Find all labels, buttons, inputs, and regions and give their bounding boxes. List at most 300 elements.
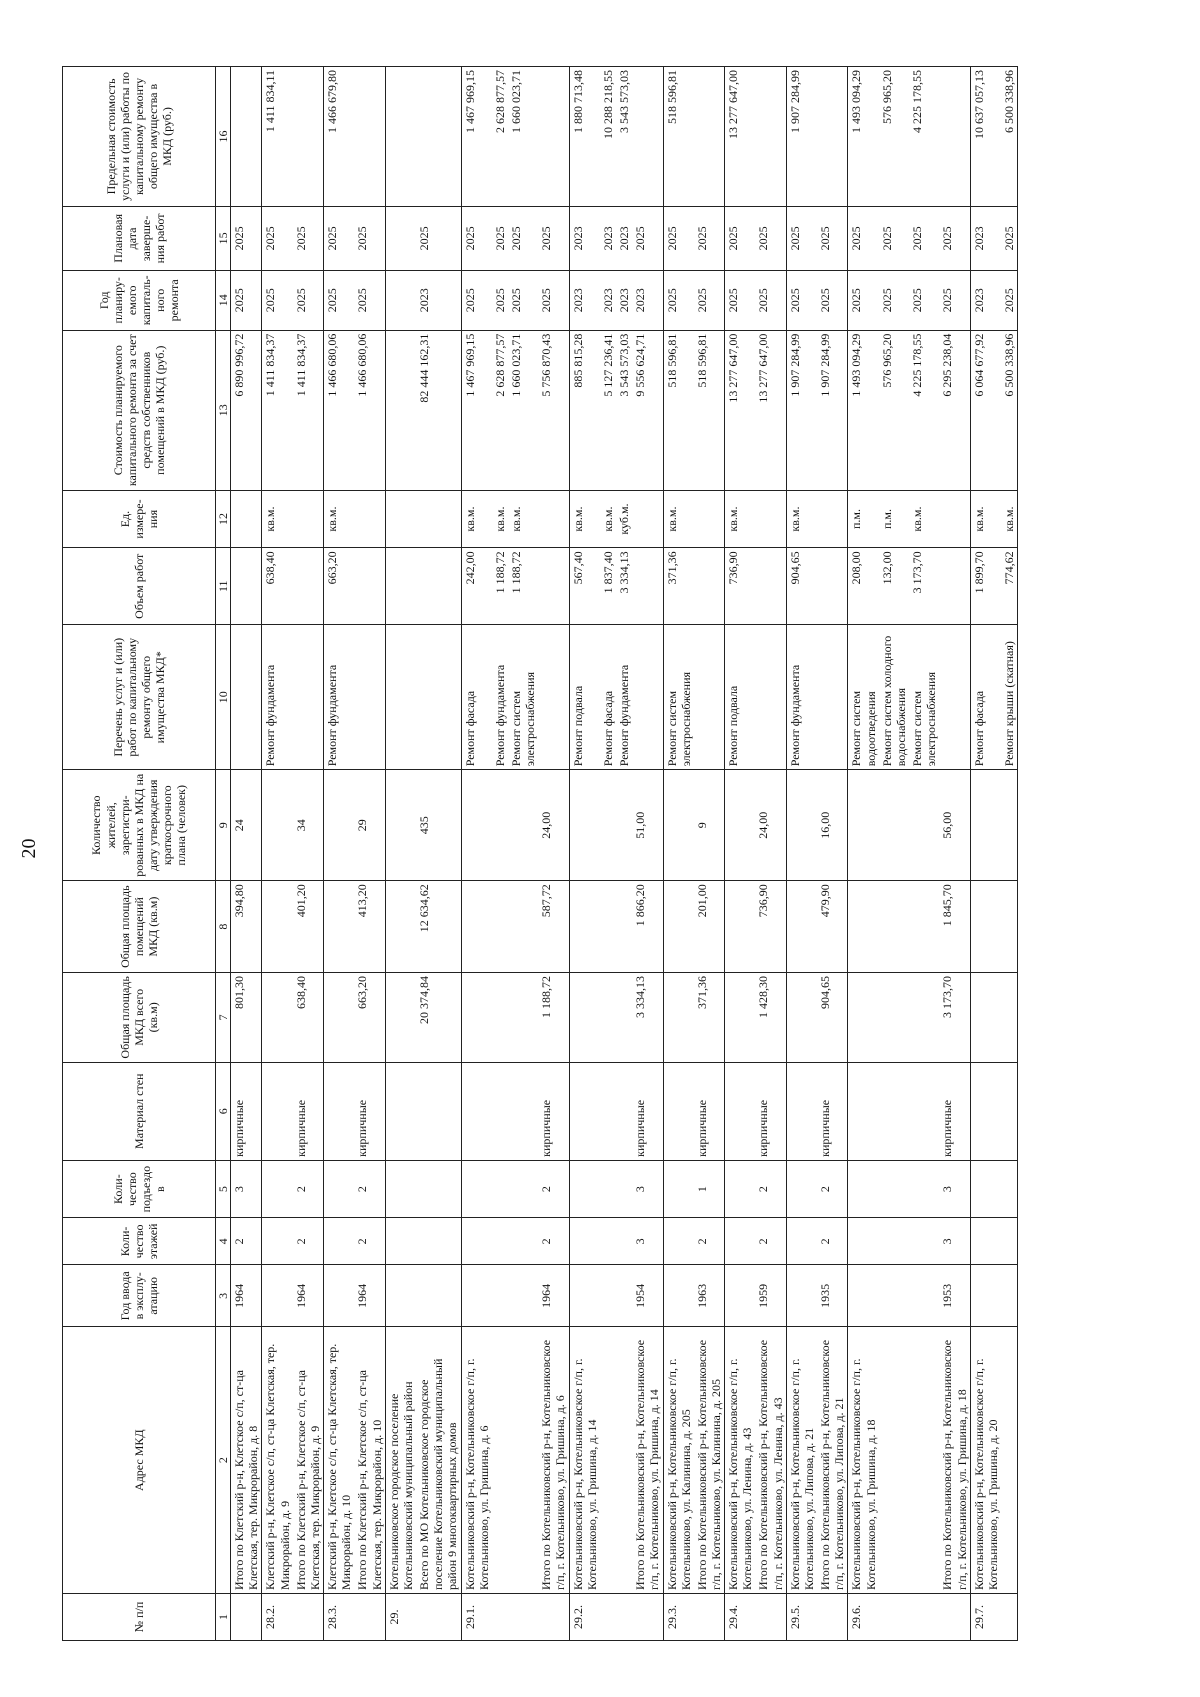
cell-unit [939,490,970,548]
cell-pp [632,1594,663,1641]
table-row [538,67,569,1641]
cell-volume: 774,62 [1001,548,1018,625]
cell-total-area [461,973,492,1063]
cell-floors [600,1218,616,1265]
cell-year [461,1265,492,1327]
cell-total-area [786,973,817,1063]
cell-repair-year: 2025 [262,270,293,330]
cell-unit [817,490,848,548]
cell-floors [616,1218,632,1265]
cell-completion-date [385,206,416,270]
cell-total-area: 1 188,72 [538,973,569,1063]
cell-repair-year: 2025 [939,270,970,330]
cell-entrances: 2 [538,1160,569,1218]
cell-residents [1001,770,1018,881]
cell-year: 1963 [694,1265,725,1327]
cell-cost: 5 756 870,43 [538,330,569,490]
cell-floors: 3 [939,1218,970,1265]
cell-works-list: Ремонт фасада [970,625,1001,770]
column-number: 3 [216,1265,231,1327]
cell-floors: 2 [231,1218,262,1265]
cell-floors [416,1218,461,1265]
cell-year: 1964 [293,1265,324,1327]
cell-year [262,1265,293,1327]
cell-completion-date: 2025 [293,206,324,270]
cell-address [1001,1327,1018,1594]
header-premises-area: Общая площадь помещений МКД (кв.м) [63,881,216,973]
cell-cost [385,330,416,490]
cell-total-area [600,973,616,1063]
cell-entrances [909,1160,939,1218]
cell-unit: кв.м. [262,490,293,548]
cell-wall-material: кирпичные [694,1062,725,1160]
capital-repair-table [62,66,1018,1641]
column-number: 13 [216,330,231,490]
table-row [970,67,1001,1641]
cell-pp: 29. [385,1594,416,1641]
table-row [694,67,725,1641]
cell-pp: 29.5. [786,1594,817,1641]
cell-year [324,1265,355,1327]
cell-max-cost: 1 411 834,11 [262,67,293,207]
cell-works-list: Ремонт систем электроснабжения [508,625,538,770]
cell-volume: 1 188,72 [508,548,538,625]
table-row [385,67,416,1641]
cell-entrances: 3 [939,1160,970,1218]
cell-floors [879,1218,909,1265]
cell-max-cost [354,67,385,207]
cell-entrances [416,1160,461,1218]
cell-repair-year: 2025 [293,270,324,330]
cell-premises-area: 394,80 [231,881,262,973]
cell-pp [231,1594,262,1641]
cell-entrances [725,1160,756,1218]
column-number: 10 [216,625,231,770]
cell-works-list [694,625,725,770]
header-pp: № п/п [63,1594,216,1641]
cell-repair-year: 2023 [600,270,616,330]
cell-entrances [492,1160,508,1218]
cell-repair-year: 2023 [416,270,461,330]
cell-premises-area: 413,20 [354,881,385,973]
cell-residents: 9 [694,770,725,881]
cell-year [416,1265,461,1327]
cell-entrances: 3 [632,1160,663,1218]
header-volume: Объем работ [63,548,216,625]
cell-wall-material [416,1062,461,1160]
cell-completion-date: 2025 [879,206,909,270]
cell-wall-material [909,1062,939,1160]
cell-works-list: Ремонт фундамента [262,625,293,770]
cell-works-list: Ремонт систем электроснабжения [663,625,694,770]
header-residents: Количество жителей, зарегистри-рованных в МКД на дату утверждения краткосрочного плана (человек) [63,770,216,881]
cell-max-cost [755,67,786,207]
cell-repair-year: 2025 [1001,270,1018,330]
column-number: 7 [216,973,231,1063]
cell-total-area: 3 334,13 [632,973,663,1063]
cell-floors: 2 [354,1218,385,1265]
table-row [354,67,385,1641]
cell-cost: 9 556 624,71 [632,330,663,490]
table-row [879,67,909,1641]
cell-address: Котельниковский р-н, Котельниковское г/п, г. Котельниково, ул. Гришина, д. 18 [848,1327,879,1594]
cell-address: Котельниковский р-н, Котельниковское г/п, г. Котельниково, ул. Липова, д. 21 [786,1327,817,1594]
cell-cost: 5 127 236,41 [600,330,616,490]
cell-address: Котельниковский р-н, Котельниковское г/п, г. Котельниково, ул. Гришина, д. 6 [461,1327,492,1594]
cell-entrances [508,1160,538,1218]
cell-completion-date: 2025 [725,206,756,270]
cell-works-list: Ремонт фасада [461,625,492,770]
cell-address: Итого по Котельниковский р-н, Котельниковское г/п, г. Котельниково, ул. Ленина, д. 43 [755,1327,786,1594]
cell-year: 1964 [354,1265,385,1327]
cell-residents: 56,00 [939,770,970,881]
cell-volume [939,548,970,625]
cell-max-cost: 10 288 218,55 [600,67,616,207]
cell-completion-date: 2025 [538,206,569,270]
cell-total-area [663,973,694,1063]
cell-repair-year: 2025 [354,270,385,330]
cell-volume: 567,40 [569,548,600,625]
cell-max-cost: 10 637 057,13 [970,67,1001,207]
cell-max-cost [231,67,262,207]
cell-floors [569,1218,600,1265]
cell-total-area [1001,973,1018,1063]
cell-volume [538,548,569,625]
table-row [293,67,324,1641]
cell-works-list [817,625,848,770]
table-row [416,67,461,1641]
cell-residents [461,770,492,881]
cell-wall-material: кирпичные [293,1062,324,1160]
cell-cost: 82 444 162,31 [416,330,461,490]
cell-unit [416,490,461,548]
column-number: 15 [216,206,231,270]
cell-max-cost: 3 543 573,03 [616,67,632,207]
cell-max-cost: 1 660 023,71 [508,67,538,207]
cell-cost: 4 225 178,55 [909,330,939,490]
cell-max-cost [632,67,663,207]
column-number: 6 [216,1062,231,1160]
cell-residents [879,770,909,881]
cell-pp: 28.2. [262,1594,293,1641]
cell-address: Итого по Клетский р-н, Клетское с/п, ст-ца Клетская, тер. Микрорайон, д. 9 [293,1327,324,1594]
header-max-cost: Предельная стоимость услуги и (или) работы по капитальному ремонту общего имущества в МКД (руб.) [63,67,216,207]
cell-entrances [786,1160,817,1218]
cell-repair-year: 2023 [569,270,600,330]
cell-premises-area [786,881,817,973]
cell-wall-material: кирпичные [632,1062,663,1160]
cell-address [879,1327,909,1594]
cell-year [879,1265,909,1327]
cell-volume: 1 188,72 [492,548,508,625]
cell-residents [909,770,939,881]
cell-max-cost: 1 466 679,80 [324,67,355,207]
cell-address: Котельниковский р-н, Котельниковское г/п, г. Котельниково, ул. Калинина, д. 205 [663,1327,694,1594]
column-number: 2 [216,1327,231,1594]
cell-premises-area [262,881,293,973]
cell-volume [755,548,786,625]
cell-wall-material [725,1062,756,1160]
cell-floors [970,1218,1001,1265]
cell-premises-area [492,881,508,973]
cell-max-cost [538,67,569,207]
cell-address: Котельниковский р-н, Котельниковское г/п, г. Котельниково, ул. Гришина, д. 20 [970,1327,1001,1594]
cell-volume: 3 173,70 [909,548,939,625]
cell-works-list: Ремонт систем водоотведения [848,625,879,770]
cell-address: Итого по Котельниковский р-н, Котельниковское г/п, г. Котельниково, ул. Липова, д. 21 [817,1327,848,1594]
cell-repair-year: 2025 [231,270,262,330]
cell-entrances [663,1160,694,1218]
column-number: 8 [216,881,231,973]
cell-volume: 132,00 [879,548,909,625]
cell-pp: 29.6. [848,1594,879,1641]
cell-address: Клетский р-н, Клетское с/п, ст-ца Клетская, тер. Микрорайон, д. 10 [324,1327,355,1594]
cell-total-area [879,973,909,1063]
cell-works-list [385,625,416,770]
cell-max-cost: 1 907 284,99 [786,67,817,207]
cell-repair-year: 2023 [632,270,663,330]
cell-year [508,1265,538,1327]
cell-volume [694,548,725,625]
cell-total-area: 904,65 [817,973,848,1063]
cell-cost: 1 907 284,99 [786,330,817,490]
cell-entrances: 2 [755,1160,786,1218]
cell-max-cost: 576 965,20 [879,67,909,207]
cell-max-cost [694,67,725,207]
cell-volume [293,548,324,625]
cell-address [616,1327,632,1594]
cell-cost: 576 965,20 [879,330,909,490]
cell-pp [600,1594,616,1641]
cell-residents: 24 [231,770,262,881]
cell-wall-material [879,1062,909,1160]
cell-total-area [616,973,632,1063]
column-number: 4 [216,1218,231,1265]
cell-max-cost: 518 596,81 [663,67,694,207]
cell-premises-area: 201,00 [694,881,725,973]
cell-premises-area [848,881,879,973]
cell-unit: кв.м. [461,490,492,548]
cell-max-cost [416,67,461,207]
cell-pp [416,1594,461,1641]
cell-year [663,1265,694,1327]
cell-entrances [848,1160,879,1218]
table-row [755,67,786,1641]
cell-premises-area [1001,881,1018,973]
column-number: 11 [216,548,231,625]
cell-volume: 663,20 [324,548,355,625]
cell-repair-year: 2025 [461,270,492,330]
cell-pp: 29.3. [663,1594,694,1641]
cell-pp [508,1594,538,1641]
cell-entrances [324,1160,355,1218]
cell-floors: 2 [538,1218,569,1265]
cell-repair-year: 2025 [538,270,569,330]
cell-max-cost: 1 493 094,29 [848,67,879,207]
cell-volume: 904,65 [786,548,817,625]
cell-completion-date: 2023 [970,206,1001,270]
header-year: Год ввода в эксплу-атацию [63,1265,216,1327]
table-row [492,67,508,1641]
table-row [909,67,939,1641]
cell-completion-date: 2023 [569,206,600,270]
cell-total-area: 20 374,84 [416,973,461,1063]
cell-total-area: 638,40 [293,973,324,1063]
cell-address: Итого по Клетский р-н, Клетское с/п, ст-ца Клетская, тер. Микрорайон, д. 8 [231,1327,262,1594]
cell-total-area [324,973,355,1063]
table-row [508,67,538,1641]
cell-pp [538,1594,569,1641]
cell-year: 1964 [231,1265,262,1327]
cell-max-cost: 6 500 338,96 [1001,67,1018,207]
cell-floors [508,1218,538,1265]
table-row [663,67,694,1641]
cell-max-cost: 1 880 713,48 [569,67,600,207]
cell-floors [385,1218,416,1265]
cell-year [786,1265,817,1327]
cell-pp [879,1594,909,1641]
cell-total-area [508,973,538,1063]
cell-works-list [755,625,786,770]
cell-residents [970,770,1001,881]
cell-entrances: 3 [231,1160,262,1218]
cell-entrances [569,1160,600,1218]
cell-repair-year: 2025 [755,270,786,330]
cell-completion-date: 2025 [694,206,725,270]
cell-wall-material [600,1062,616,1160]
cell-address: Котельниковский р-н, Котельниковское г/п, г. Котельниково, ул. Ленина, д. 43 [725,1327,756,1594]
cell-total-area [385,973,416,1063]
table-row [725,67,756,1641]
cell-cost: 1 493 094,29 [848,330,879,490]
cell-pp [354,1594,385,1641]
cell-wall-material [385,1062,416,1160]
cell-premises-area: 736,90 [755,881,786,973]
cell-pp: 29.7. [970,1594,1001,1641]
cell-premises-area: 479,90 [817,881,848,973]
cell-address: Итого по Котельниковский р-н, Котельниковское г/п, г. Котельниково, ул. Гришина, д. 6 [538,1327,569,1594]
cell-residents: 24,00 [755,770,786,881]
cell-address: Клетский р-н, Клетское с/п, ст-ца Клетская, тер. Микрорайон, д. 9 [262,1327,293,1594]
cell-year [492,1265,508,1327]
cell-volume [817,548,848,625]
cell-works-list: Ремонт систем холодного водоснабжения [879,625,909,770]
cell-volume: 736,90 [725,548,756,625]
header-unit: Ед. измере-ния [63,490,216,548]
cell-volume [416,548,461,625]
cell-floors: 2 [293,1218,324,1265]
cell-volume [632,548,663,625]
cell-address: Котельниковское городское поселение Котельниковский муниципальный район [385,1327,416,1594]
cell-completion-date: 2025 [416,206,461,270]
column-number: 9 [216,770,231,881]
cell-floors [492,1218,508,1265]
cell-year [616,1265,632,1327]
cell-unit [632,490,663,548]
cell-wall-material [492,1062,508,1160]
cell-premises-area [508,881,538,973]
cell-wall-material [324,1062,355,1160]
cell-year [909,1265,939,1327]
cell-residents: 24,00 [538,770,569,881]
cell-volume [231,548,262,625]
cell-residents [786,770,817,881]
cell-premises-area: 1 866,20 [632,881,663,973]
cell-cost: 13 277 647,00 [725,330,756,490]
table-row [1001,67,1018,1641]
cell-unit: кв.м. [569,490,600,548]
cell-year: 1953 [939,1265,970,1327]
cell-pp: 29.1. [461,1594,492,1641]
cell-works-list [293,625,324,770]
header-cost: Стоимость планируемого капитального ремонта за счет средств собственников помещений в МКД (руб.) [63,330,216,490]
cell-completion-date: 2025 [262,206,293,270]
cell-entrances [461,1160,492,1218]
cell-pp [616,1594,632,1641]
cell-residents [262,770,293,881]
cell-pp [909,1594,939,1641]
cell-works-list: Ремонт систем электроснабжения [909,625,939,770]
table-row [461,67,492,1641]
cell-pp: 29.2. [569,1594,600,1641]
header-address: Адрес МКД [63,1327,216,1594]
cell-unit: п.м. [879,490,909,548]
cell-premises-area: 401,20 [293,881,324,973]
cell-works-list: Ремонт фундамента [324,625,355,770]
cell-repair-year: 2025 [848,270,879,330]
cell-works-list [939,625,970,770]
cell-repair-year: 2025 [725,270,756,330]
cell-wall-material [786,1062,817,1160]
cell-total-area [569,973,600,1063]
cell-year [970,1265,1001,1327]
cell-volume [354,548,385,625]
cell-total-area [725,973,756,1063]
cell-address: Итого по Котельниковский р-н, Котельниковское г/п, г. Котельниково, ул. Гришина, д. 18 [939,1327,970,1594]
cell-repair-year: 2025 [663,270,694,330]
column-number: 16 [216,67,231,207]
cell-unit [755,490,786,548]
cell-completion-date: 2025 [663,206,694,270]
cell-floors [324,1218,355,1265]
cell-completion-date: 2023 [616,206,632,270]
cell-repair-year: 2025 [909,270,939,330]
cell-floors [1001,1218,1018,1265]
header-entrances: Коли-чество подъездов [63,1160,216,1218]
cell-pp [694,1594,725,1641]
header-works-list: Перечень услуг и (или) работ по капитальному ремонту общего имущества МКД* [63,625,216,770]
cell-unit: кв.м. [909,490,939,548]
table-row [616,67,632,1641]
cell-wall-material: кирпичные [538,1062,569,1160]
cell-entrances [600,1160,616,1218]
cell-premises-area [385,881,416,973]
cell-wall-material [663,1062,694,1160]
cell-wall-material: кирпичные [817,1062,848,1160]
cell-entrances [616,1160,632,1218]
header-row [63,67,216,1641]
cell-premises-area [663,881,694,973]
cell-floors [786,1218,817,1265]
cell-unit: кв.м. [508,490,538,548]
cell-address: Итого по Котельниковский р-н, Котельниковское г/п, г. Котельниково, ул. Калинина, д. 205 [694,1327,725,1594]
table-row [324,67,355,1641]
table-row [786,67,817,1641]
cell-completion-date: 2025 [817,206,848,270]
cell-cost: 1 907 284,99 [817,330,848,490]
cell-unit: куб.м. [616,490,632,548]
cell-premises-area [600,881,616,973]
